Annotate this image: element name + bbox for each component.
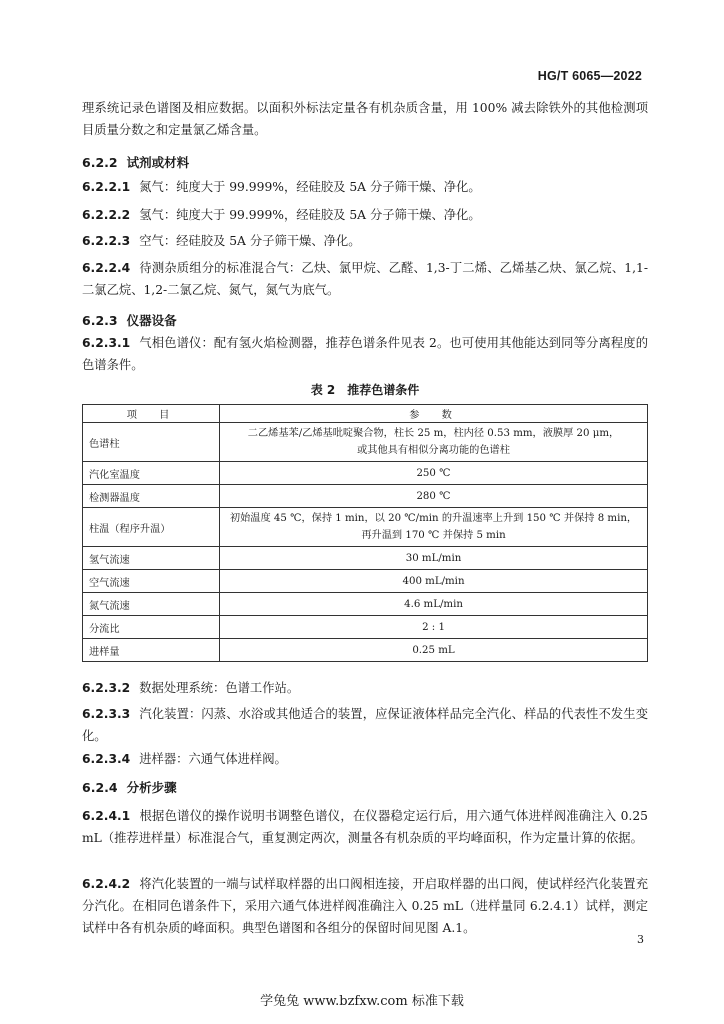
column-header-parameter: 参 数: [220, 405, 648, 423]
row-name: 检测器温度: [83, 485, 220, 508]
row-value-line: 或其他具有相似分离功能的色谱柱: [357, 445, 510, 456]
clause-text: 待测杂质组分的标准混合气：乙炔、氯甲烷、乙醛、1,3-丁二烯、乙烯基乙炔、氯乙烷、1,1-二氯乙烷、1,2-二氯乙烷、氮气，氮气为底气。: [82, 261, 648, 297]
clause-text: 数据处理系统：色谱工作站。: [139, 681, 300, 695]
row-name: 氮气流速: [83, 593, 220, 616]
clause-6-2-2-3: [82, 230, 648, 252]
row-name: 分流比: [83, 616, 220, 639]
section-title: 试剂或材料: [126, 155, 190, 170]
row-name: 柱温（程序升温）: [83, 508, 220, 547]
clause-text: 汽化装置：闪蒸、水浴或其他适合的装置，应保证液体样品完全汽化、样品的代表性不发生变化。: [82, 707, 648, 743]
row-name: 空气流速: [83, 570, 220, 593]
clause-6-2-3-1: [82, 332, 648, 376]
row-value: 400 mL/min: [220, 570, 648, 593]
clause-text: 根据色谱仪的操作说明书调整色谱仪，在仪器稳定运行后，用六通气体进样阀准确注入 0.25 mL（推荐进样量）标准混合气，重复测定两次，测量各有机杂质的平均峰面积，作为定量计算的依据。: [82, 809, 648, 845]
column-header-item: 项 目: [83, 405, 220, 423]
row-value: 2 : 1: [220, 616, 648, 639]
clause-text: 空气：经硅胶及 5A 分子筛干燥、净化。: [139, 234, 361, 248]
clause-text: 将汽化装置的一端与试样取样器的出口阀相连接，开启取样器的出口阀，使试样经汽化装置充分汽化。在相同色谱条件下，采用六通气体进样阀准确注入 0.25 mL（进样量同 6.2.4.1）试样，测定试样中各有机杂质的峰面积。典型色谱图和各组分的保留时间见图 A.1。: [82, 877, 648, 935]
clause-text: 气相色谱仪：配有氢火焰检测器，推荐色谱条件见表 2。也可使用其他能达到同等分离程度的色谱条件。: [82, 336, 648, 372]
table-row: [83, 485, 648, 508]
section-number: 6.2.2: [82, 155, 118, 170]
footer-watermark: 学兔兔 www.bzfxw.com 标准下载: [260, 994, 464, 1009]
clause-6-2-4-2: [82, 873, 648, 939]
section-heading-6-2-3: [82, 311, 177, 329]
row-value-line: 再升温到 170 ℃ 并保持 5 min: [361, 530, 506, 541]
section-number: 6.2.4: [82, 780, 118, 795]
row-name: 进样量: [83, 639, 220, 662]
clause-text: 氮气：纯度大于 99.999%，经硅胶及 5A 分子筛干燥、净化。: [139, 180, 481, 194]
table-row: [83, 570, 648, 593]
section-number: 6.2.3: [82, 313, 118, 328]
clause-number: 6.2.3.1: [82, 336, 131, 350]
row-value: 0.25 mL: [220, 639, 648, 662]
clause-6-2-3-2: [82, 677, 648, 699]
clause-6-2-2-1: [82, 176, 648, 198]
section-title: 分析步骤: [126, 780, 177, 795]
clause-number: 6.2.2.2: [82, 208, 131, 222]
row-value: [220, 508, 648, 547]
clause-6-2-3-3: [82, 703, 648, 747]
clause-number: 6.2.3.4: [82, 752, 131, 766]
page-number: 3: [637, 933, 644, 946]
row-name: 色谱柱: [83, 423, 220, 462]
clause-6-2-3-4: [82, 748, 648, 770]
row-value: [220, 423, 648, 462]
clause-number: 6.2.3.2: [82, 681, 131, 695]
clause-6-2-2-2: [82, 204, 648, 226]
table-row: [83, 547, 648, 570]
row-value: 4.6 mL/min: [220, 593, 648, 616]
clause-6-2-2-4: [82, 257, 648, 301]
clause-text: 进样器：六通气体进样阀。: [139, 752, 287, 766]
row-value-line: 初始温度 45 ℃，保持 1 min，以 20 ℃/min 的升温速率上升到 150 ℃ 并保持 8 min，: [229, 513, 638, 524]
clause-number: 6.2.4.2: [82, 877, 131, 891]
table-title: 表 2 推荐色谱条件: [310, 383, 420, 397]
clause-number: 6.2.2.4: [82, 261, 131, 275]
row-value-line: 二乙烯基苯/乙烯基吡啶聚合物，柱长 25 m，柱内径 0.53 mm，液膜厚 20 μm，: [247, 428, 620, 439]
row-value: 280 ℃: [220, 485, 648, 508]
table-row: [83, 508, 648, 547]
paragraph-intro: 理系统记录色谱图及相应数据。以面积外标法定量各有机杂质含量，用 100% 减去除铁外的其他检测项目质量分数之和定量氯乙烯含量。: [82, 101, 648, 137]
clause-text: 氢气：纯度大于 99.999%，经硅胶及 5A 分子筛干燥、净化。: [139, 208, 481, 222]
clause-number: 6.2.3.3: [82, 707, 131, 721]
document-code: HG/T 6065—2022: [537, 69, 642, 83]
section-heading-6-2-2: [82, 153, 189, 171]
clause-number: 6.2.2.3: [82, 234, 131, 248]
table-row: [83, 616, 648, 639]
row-name: 汽化室温度: [83, 462, 220, 485]
clause-number: 6.2.2.1: [82, 180, 131, 194]
chromatography-conditions-table: [82, 404, 648, 662]
table-row: [83, 423, 648, 462]
table-row: [83, 593, 648, 616]
table-row: [83, 462, 648, 485]
clause-number: 6.2.4.1: [82, 809, 131, 823]
table-header-row: [83, 405, 648, 423]
table-row: [83, 639, 648, 662]
section-heading-6-2-4: [82, 778, 177, 796]
section-title: 仪器设备: [126, 313, 177, 328]
clause-6-2-4-1: [82, 805, 648, 849]
row-value: 30 mL/min: [220, 547, 648, 570]
row-value: 250 ℃: [220, 462, 648, 485]
row-name: 氢气流速: [83, 547, 220, 570]
